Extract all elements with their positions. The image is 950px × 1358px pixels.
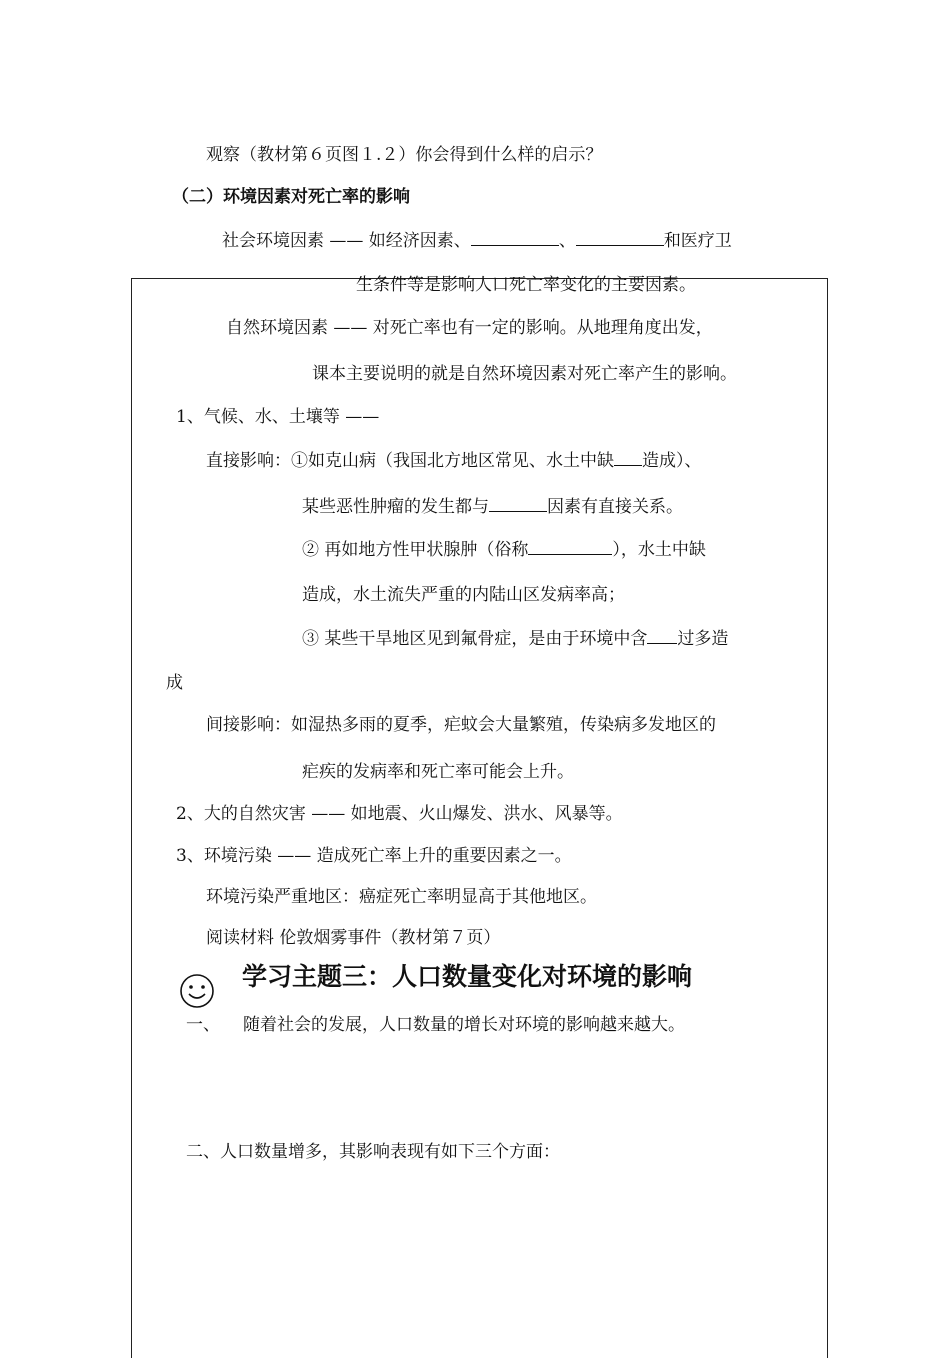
item-2-disasters: 2、大的自然灾害 —— 如地震、火山爆发、洪水、风暴等。 xyxy=(176,804,623,824)
social-factors-text: 社会环境因素 —— 如经济因素、 xyxy=(222,231,471,251)
direct-impact-text-end: 造成）、 xyxy=(642,451,702,471)
theme-3-title: 学习主题三：人口数量变化对环境的影响 xyxy=(242,962,693,991)
smiley-face-icon xyxy=(179,973,215,1009)
direct-impact-line-1 xyxy=(206,448,702,472)
indirect-impact-line-1: 间接影响：如湿热多雨的夏季，疟蚊会大量繁殖，传染病多发地区的 xyxy=(206,715,716,735)
observe-question: 观察（教材第６页图１.２）你会得到什么样的启示？ xyxy=(206,145,603,165)
blank-field[interactable] xyxy=(471,228,559,246)
item-1-climate: 1、气候、水、土壤等 —— xyxy=(176,407,380,427)
direct-impact-line-5 xyxy=(302,626,728,650)
blank-field[interactable] xyxy=(614,448,642,466)
direct-impact-line-4: 造成，水土流失严重的内陆山区发病率高； xyxy=(302,585,625,605)
point-1-text: 随着社会的发展，人口数量的增长对环境的影响越来越大。 xyxy=(243,1015,685,1035)
social-factors-text-end: 和医疗卫 xyxy=(663,231,732,251)
tumor-text-end: 因素有直接关系。 xyxy=(547,497,683,517)
tumor-text: 某些恶性肿瘤的发生都与 xyxy=(302,497,489,517)
social-factors-continuation: 生条件等是影响人口死亡率变化的主要因素。 xyxy=(356,275,696,295)
blank-field[interactable] xyxy=(528,537,612,555)
blank-field[interactable] xyxy=(576,228,664,246)
point-1-number: 一、 xyxy=(186,1015,220,1035)
section-heading-environment: （二）环境因素对死亡率的影响 xyxy=(172,187,410,207)
separator-text: 、 xyxy=(558,231,576,251)
indirect-impact-line-2: 疟疾的发病率和死亡率可能会上升。 xyxy=(302,762,574,782)
item-3-pollution: 3、环境污染 —— 造成死亡率上升的重要因素之一。 xyxy=(176,846,572,866)
natural-factors-continuation: 课本主要说明的就是自然环境因素对死亡率产生的影响。 xyxy=(312,364,737,384)
point-2-text: 二、人口数量增多，其影响表现有如下三个方面： xyxy=(186,1142,560,1162)
natural-factors-line: 自然环境因素 —— 对死亡率也有一定的影响。从地理角度出发， xyxy=(226,318,713,338)
pollution-cancer-line: 环境污染严重地区：癌症死亡率明显高于其他地区。 xyxy=(206,887,597,907)
direct-impact-line-2 xyxy=(302,494,683,518)
direct-impact-line-6: 成 xyxy=(166,673,183,693)
goiter-text-end: ），水土中缺 xyxy=(612,540,706,560)
blank-field[interactable] xyxy=(489,494,547,512)
reading-material-line: 阅读材料 伦敦烟雾事件（教材第７页） xyxy=(206,928,501,948)
fluorosis-text: ③ 某些干旱地区见到氟骨症，是由于环境中含 xyxy=(302,629,648,649)
direct-impact-text: 直接影响：①如克山病（我国北方地区常见、水土中缺 xyxy=(206,451,614,471)
goiter-text: ② 再如地方性甲状腺肿（俗称 xyxy=(302,540,529,560)
fluorosis-text-end: 过多造 xyxy=(677,629,729,649)
blank-field[interactable] xyxy=(647,626,677,644)
direct-impact-line-3 xyxy=(302,537,706,561)
social-factors-line xyxy=(222,228,732,252)
